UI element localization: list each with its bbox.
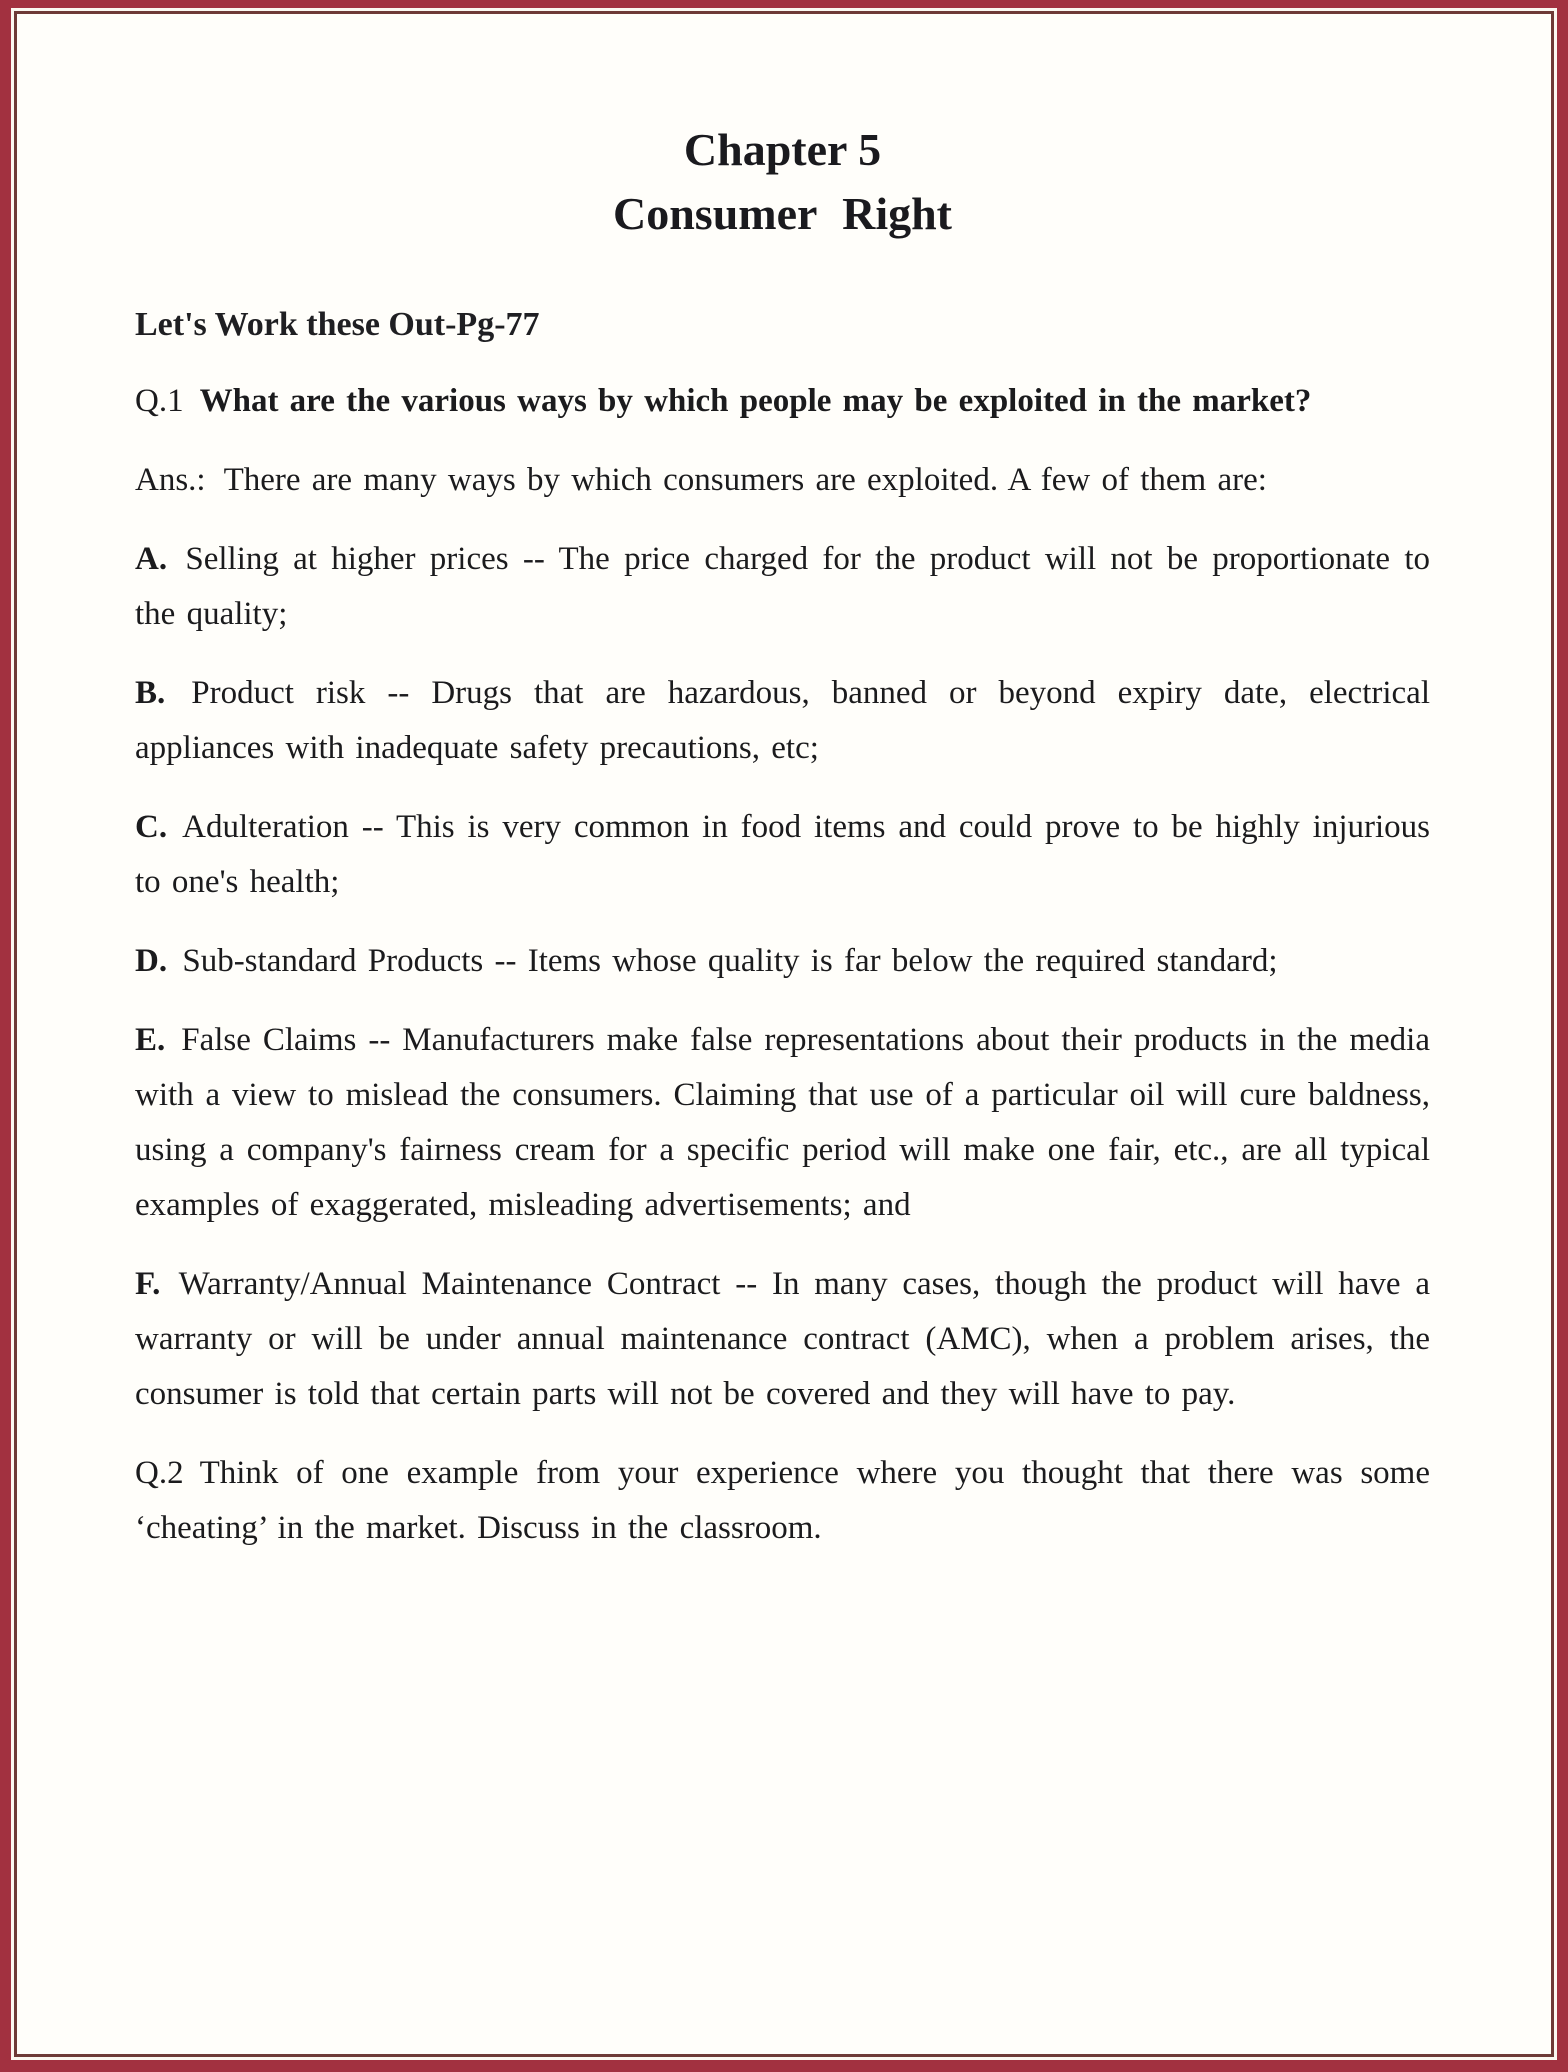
chapter-subtitle: Consumer Right xyxy=(612,188,952,239)
item-a-letter: A. xyxy=(135,541,168,577)
item-b-letter: B. xyxy=(135,675,166,711)
item-c-text: Adulteration -- This is very common in food items and could prove to be highly injurious to one's health; xyxy=(135,809,1430,900)
item-d-text: Sub-standard Products -- Items whose quality is far below the required standard; xyxy=(182,943,1278,979)
question-2 xyxy=(135,1446,1430,1556)
item-d-letter: D. xyxy=(135,943,168,979)
question-1-text: What are the various ways by which people may be exploited in the market? xyxy=(199,383,1312,419)
item-e xyxy=(135,1013,1430,1233)
item-a-text: Selling at higher prices -- The price charged for the product will not be proportionate to the quality; xyxy=(135,541,1431,632)
item-b-text: Product risk -- Drugs that are hazardous, banned or beyond expiry date, electrical appliances with inadequate safety precautions, etc; xyxy=(135,675,1430,766)
chapter-title: Chapter 5 xyxy=(683,124,882,175)
question-1-label: Q.1 xyxy=(135,383,184,419)
page-border-dark-line xyxy=(14,11,1554,2057)
answer-label: Ans.: xyxy=(135,462,206,498)
item-c-letter: C. xyxy=(135,809,168,845)
section-heading: Let's Work these Out-Pg-77 xyxy=(135,306,540,343)
question-1 xyxy=(135,374,1430,429)
question-2-text: Think of one example from your experience where you thought that there was some ‘cheating’ in the market. Discuss in the classroom. xyxy=(135,1455,1430,1546)
item-f xyxy=(135,1257,1430,1422)
item-c xyxy=(135,800,1430,910)
item-e-text: False Claims -- Manufacturers make false representations about their products in the media with a view to mislead the consumers. Claiming that use of a particular oil will cure baldness, using a company's fairness cream for a specific period will make one fair, etc., are all typical examples of exaggerated, misleading advertisements; and xyxy=(135,1022,1431,1223)
item-b xyxy=(135,666,1430,776)
question-2-label: Q.2 xyxy=(135,1455,184,1491)
answer-intro-text: There are many ways by which consumers are exploited. A few of them are: xyxy=(223,462,1267,498)
document-page xyxy=(17,14,1551,2054)
item-a xyxy=(135,532,1430,642)
item-f-text: Warranty/Annual Maintenance Contract -- In many cases, though the product will have a warranty or will be under annual maintenance contract (AMC), when a problem arises, the consumer is told that certain parts will not be covered and they will have to pay. xyxy=(135,1266,1430,1412)
item-d xyxy=(135,934,1430,989)
page-border-white-line xyxy=(11,8,1557,2060)
answer-intro xyxy=(135,453,1430,508)
item-e-letter: E. xyxy=(135,1022,166,1058)
item-f-letter: F. xyxy=(135,1266,161,1302)
